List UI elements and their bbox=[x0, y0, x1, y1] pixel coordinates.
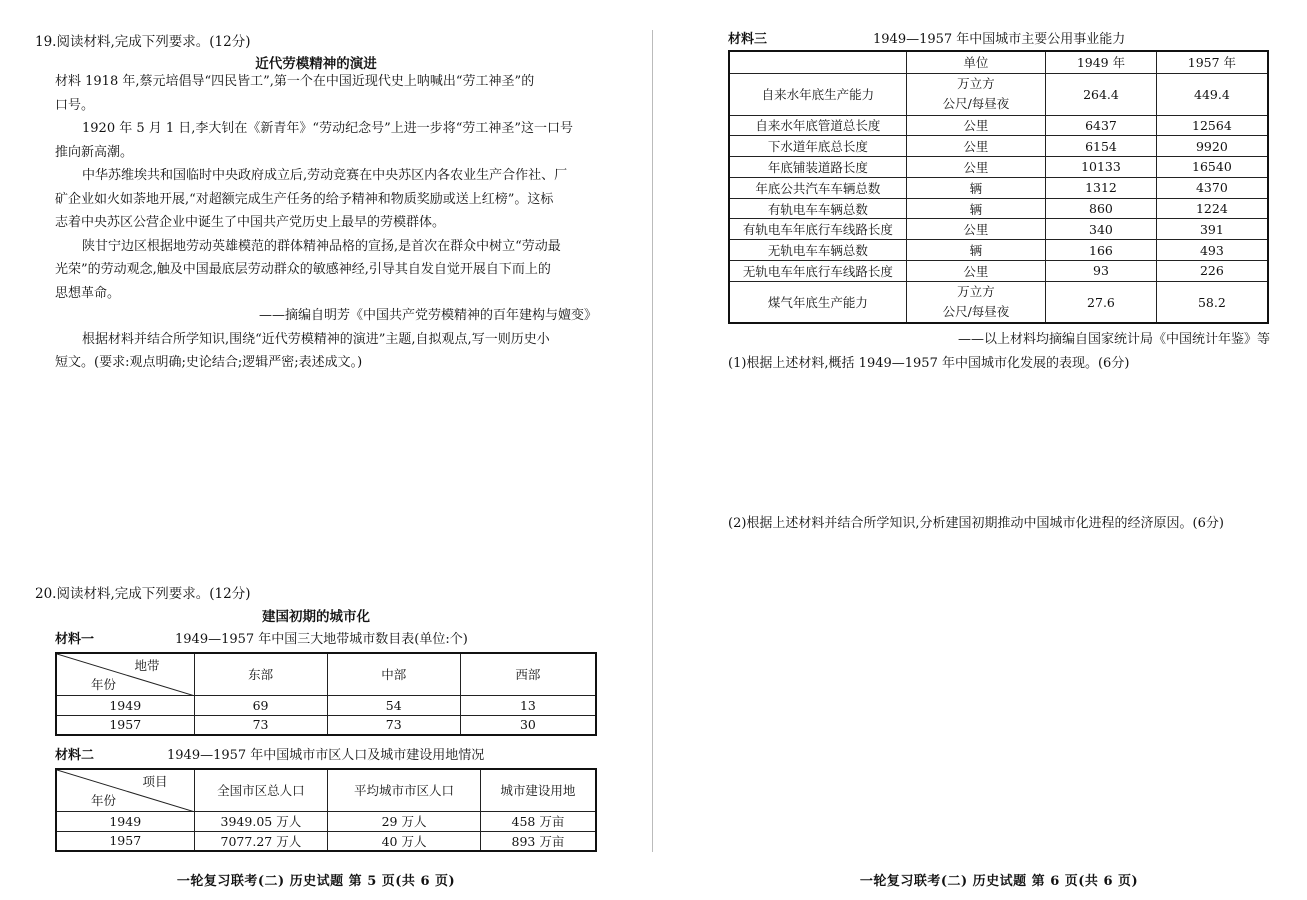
table-cell: 1957 bbox=[56, 715, 194, 735]
table-cell: 226 bbox=[1156, 261, 1268, 282]
table-row bbox=[729, 219, 1268, 240]
table-cell: 辆 bbox=[906, 177, 1045, 198]
table-cell: 1957 bbox=[56, 831, 194, 851]
table-header bbox=[729, 51, 906, 73]
diag-top-label: 地带 bbox=[134, 658, 160, 673]
q20-heading: 20.阅读材料,完成下列要求。(12分) bbox=[35, 586, 251, 602]
table-cell: 辆 bbox=[906, 198, 1045, 219]
unit-line: 万立方 bbox=[957, 284, 995, 300]
q19-line-10: 思想革命。 bbox=[55, 285, 121, 301]
table-cell: 7077.27 万人 bbox=[194, 831, 328, 851]
table-row bbox=[729, 177, 1268, 198]
q19-line-7: 志着中央苏区公营企业中诞生了中国共产党历史上最早的劳模群体。 bbox=[55, 215, 446, 230]
table-cell: 6437 bbox=[1046, 115, 1157, 136]
table-cell: 9920 bbox=[1156, 136, 1268, 157]
table-cell: 公里 bbox=[906, 219, 1045, 240]
table-cell: 16540 bbox=[1156, 157, 1268, 178]
table-header: 1957 年 bbox=[1156, 51, 1268, 73]
table-header: 中部 bbox=[327, 653, 460, 695]
diagonal-line bbox=[57, 770, 195, 812]
table-cell: 69 bbox=[194, 695, 327, 715]
table-cell: 1312 bbox=[1046, 177, 1157, 198]
table-cell: 40 万人 bbox=[328, 831, 481, 851]
table-row bbox=[729, 157, 1268, 178]
diagonal-line bbox=[57, 654, 195, 696]
table-header: 单位 bbox=[906, 51, 1045, 73]
table-cell: 73 bbox=[194, 715, 327, 735]
table-header: 平均城市市区人口 bbox=[328, 769, 481, 811]
table-row bbox=[729, 115, 1268, 136]
m3-label: 材料三 bbox=[728, 32, 768, 47]
table-row bbox=[729, 136, 1268, 157]
table-cell: 公里 bbox=[906, 157, 1045, 178]
table-header: 1949 年 bbox=[1046, 51, 1157, 73]
q19-line-6: 矿企业如火如荼地开展,“对超额完成生产任务的给予精神和物质奖励或送上红榜”。这标 bbox=[55, 191, 554, 207]
table-cell: 辆 bbox=[906, 240, 1045, 261]
table-cell: 58.2 bbox=[1156, 281, 1268, 323]
unit-line: 公尺/每昼夜 bbox=[942, 304, 1010, 320]
table-cell bbox=[906, 73, 1045, 115]
table-population bbox=[55, 768, 597, 852]
table-header: 全国市区总人口 bbox=[194, 769, 328, 811]
q20-title: 建国初期的城市化 bbox=[262, 609, 370, 625]
table-cell: 公里 bbox=[906, 261, 1045, 282]
table-header: 东部 bbox=[194, 653, 327, 695]
table-row bbox=[56, 811, 596, 831]
table-cell: 29 万人 bbox=[328, 811, 481, 831]
table-row bbox=[729, 281, 1268, 323]
footer-left: 一轮复习联考(二) 历史试题 第 5 页(共 6 页) bbox=[176, 874, 456, 889]
table-cell: 30 bbox=[460, 715, 596, 735]
diag-bottom-label: 年份 bbox=[91, 792, 117, 808]
table-cell: 12564 bbox=[1156, 115, 1268, 136]
table-cell: 自来水年底管道总长度 bbox=[729, 115, 906, 136]
table-city-counts bbox=[55, 652, 597, 736]
table-cell: 860 bbox=[1046, 198, 1157, 219]
table-row bbox=[56, 695, 596, 715]
table-cell: 煤气年底生产能力 bbox=[729, 281, 906, 323]
q19-source: ——摘编自明芳《中国共产党劳模精神的百年建构与嬗变》 bbox=[258, 308, 597, 323]
table-cell: 自来水年底生产能力 bbox=[729, 73, 906, 115]
table-row bbox=[729, 261, 1268, 282]
q19-task-line2: 短文。(要求:观点明确;史论结合;逻辑严密;表述成文。) bbox=[55, 355, 363, 370]
table-row bbox=[729, 198, 1268, 219]
table-cell: 449.4 bbox=[1156, 73, 1268, 115]
m1-label: 材料一 bbox=[55, 632, 95, 647]
diag-bottom-label: 年份 bbox=[91, 676, 117, 692]
table-diag-cell bbox=[56, 769, 194, 811]
q19-line-1: 材料 1918 年,蔡元培倡导“四民皆工”,第一个在中国近现代史上呐喊出“劳工神圣”的 bbox=[55, 74, 535, 89]
q19-line-3: 1920 年 5 月 1 日,李大钊在《新青年》“劳动纪念号”上进一步将“劳工神圣”这一口号 bbox=[82, 121, 574, 136]
table-header: 城市建设用地 bbox=[480, 769, 596, 811]
q19-line-9: 光荣”的劳动观念,触及中国最底层劳动群众的敏感神经,引导其自发自觉开展自下而上的 bbox=[55, 262, 551, 277]
table-cell: 有轨电车年底行车线路长度 bbox=[729, 219, 906, 240]
table-cell: 1224 bbox=[1156, 198, 1268, 219]
table-cell: 166 bbox=[1046, 240, 1157, 261]
table-cell: 1949 bbox=[56, 695, 194, 715]
table-header: 西部 bbox=[460, 653, 596, 695]
q20-sub2: (2)根据上述材料并结合所学知识,分析建国初期推动中国城市化进程的经济原因。(6分) bbox=[728, 516, 1224, 531]
table-cell: 340 bbox=[1046, 219, 1157, 240]
table-cell: 年底公共汽车车辆总数 bbox=[729, 177, 906, 198]
q19-title: 近代劳模精神的演进 bbox=[255, 56, 377, 72]
table-cell: 10133 bbox=[1046, 157, 1157, 178]
table-cell: 有轨电车车辆总数 bbox=[729, 198, 906, 219]
table-utilities bbox=[728, 50, 1269, 324]
unit-line: 公尺/每昼夜 bbox=[942, 96, 1010, 111]
table-row bbox=[56, 715, 596, 735]
page-divider bbox=[652, 30, 653, 852]
table-cell: 458 万亩 bbox=[480, 811, 596, 831]
table-diag-cell bbox=[56, 653, 194, 695]
diag-top-label: 项目 bbox=[142, 774, 168, 789]
table-cell: 公里 bbox=[906, 136, 1045, 157]
table-row bbox=[729, 240, 1268, 261]
table-row bbox=[729, 73, 1268, 115]
table-cell: 1949 bbox=[56, 811, 194, 831]
table-cell: 3949.05 万人 bbox=[194, 811, 328, 831]
table-cell: 公里 bbox=[906, 115, 1045, 136]
table-cell bbox=[906, 281, 1045, 323]
table-cell: 无轨电车车辆总数 bbox=[729, 240, 906, 261]
q19-line-4: 推向新高潮。 bbox=[55, 144, 134, 160]
q19-line-5: 中华苏维埃共和国临时中央政府成立后,劳动竞赛在中央苏区内各农业生产合作社、厂 bbox=[82, 168, 568, 183]
footer-right: 一轮复习联考(二) 历史试题 第 6 页(共 6 页) bbox=[859, 874, 1139, 889]
unit-line: 万立方 bbox=[957, 76, 995, 91]
m2-caption: 1949—1957 年中国城市市区人口及城市建设用地情况 bbox=[167, 748, 485, 763]
q19-heading: 19.阅读材料,完成下列要求。(12分) bbox=[35, 34, 251, 50]
table-cell: 27.6 bbox=[1046, 281, 1157, 323]
table-cell: 73 bbox=[327, 715, 460, 735]
table-cell: 13 bbox=[460, 695, 596, 715]
q19-line-8: 陕甘宁边区根据地劳动英雄模范的群体精神品格的宣扬,是首次在群众中树立“劳动最 bbox=[82, 238, 561, 254]
table-cell: 493 bbox=[1156, 240, 1268, 261]
m1-caption: 1949—1957 年中国三大地带城市数目表(单位:个) bbox=[175, 632, 468, 647]
table-cell: 下水道年底总长度 bbox=[729, 136, 906, 157]
m2-label: 材料二 bbox=[55, 748, 95, 763]
m3-source: ——以上材料均摘编自国家统计局《中国统计年鉴》等 bbox=[957, 332, 1270, 347]
m3-caption: 1949—1957 年中国城市主要公用事业能力 bbox=[873, 32, 1126, 47]
table-cell: 54 bbox=[327, 695, 460, 715]
table-cell: 4370 bbox=[1156, 177, 1268, 198]
table-cell: 893 万亩 bbox=[480, 831, 596, 851]
table-cell: 391 bbox=[1156, 219, 1268, 240]
q19-line-2: 口号。 bbox=[55, 97, 95, 113]
table-cell: 264.4 bbox=[1046, 73, 1157, 115]
q20-sub1: (1)根据上述材料,概括 1949—1957 年中国城市化发展的表现。(6分) bbox=[728, 356, 1130, 371]
table-cell: 93 bbox=[1046, 261, 1157, 282]
q19-material bbox=[55, 70, 597, 305]
table-utilities-body bbox=[729, 73, 1268, 323]
table-cell: 无轨电车年底行车线路长度 bbox=[729, 261, 906, 282]
table-row bbox=[56, 831, 596, 851]
table-cell: 年底铺装道路长度 bbox=[729, 157, 906, 178]
table-cell: 6154 bbox=[1046, 136, 1157, 157]
q19-task-line1: 根据材料并结合所学知识,围绕“近代劳模精神的演进”主题,自拟观点,写一则历史小 bbox=[82, 332, 550, 347]
